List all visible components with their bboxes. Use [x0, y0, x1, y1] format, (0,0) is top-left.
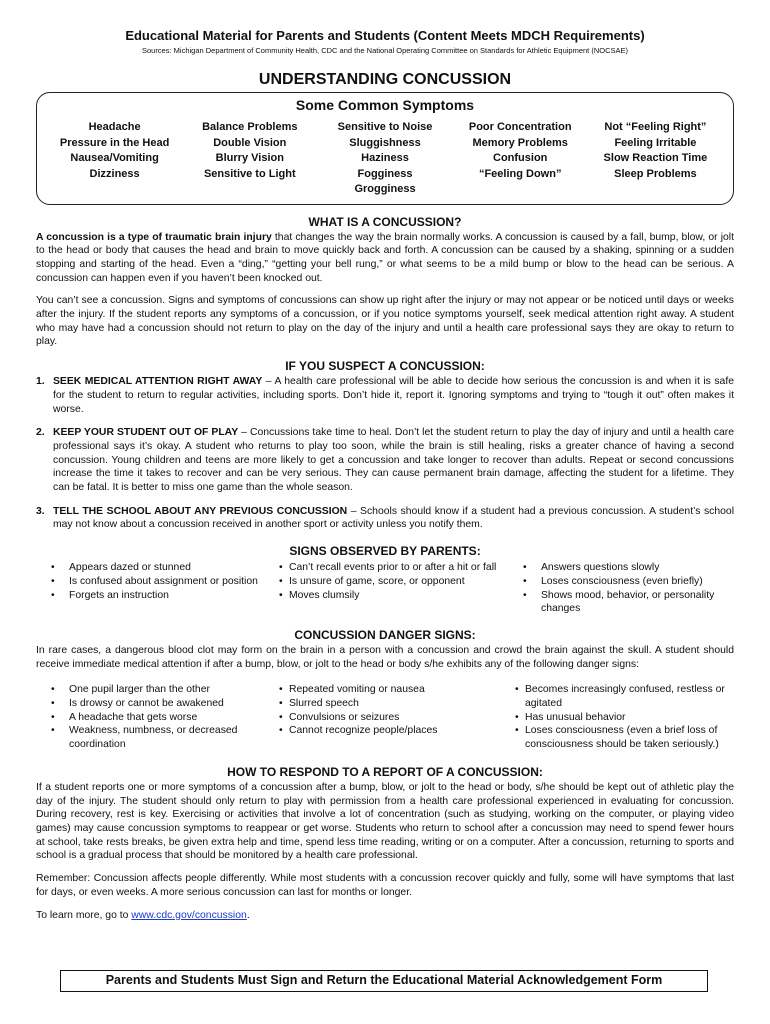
- item-number: 2.: [36, 427, 45, 439]
- what-is-paragraph-2: You can’t see a concussion. Signs and symptoms of concussions can show up right after the injury or may not appear or be noticed until days or weeks after the injury. If the student reports any symptoms of a concussion, or if you notice symptoms yourself, seek medical attention right away. A student who may have had a concussion should not return to play on the day of the injury and until a health care professional says they are okay to return to play.: [36, 295, 734, 348]
- symptom: Feeling Irritable: [614, 136, 697, 149]
- symptoms-column: [588, 120, 723, 198]
- respond-paragraph-1: If a student reports one or more symptoms of a concussion after a bump, blow, or jolt to the head or body, s/he should be kept out of athletic play the day of the injury. The student should only return to play with permission from a health care professional experienced in evaluating for concussion. During recovery, rest is key. Exercising or activities that involve a lot of concentration (such as studying, working on the computer, or playing video games) may cause concussion symptoms to reappear or get worse. Students who return to school after a concussion may need to spend fewer hours at school, take rests breaks, be given extra help and time, spend less time reading, writing or on a computer. After a concussion, returning to sports and school is a gradual process that should be monitored by a health care professional.: [36, 781, 734, 862]
- danger-column: [36, 683, 272, 752]
- symptom: Balance Problems: [202, 121, 298, 133]
- suspect-heading: IF YOU SUSPECT A CONCUSSION:: [285, 359, 485, 374]
- symptom: Poor Concentration: [468, 121, 572, 133]
- suspect-item: [36, 426, 734, 495]
- sign-item: • Is unsure of game, score, or opponent: [272, 575, 498, 589]
- symptom: Memory Problems: [472, 136, 568, 149]
- danger-item: • One pupil larger than the other: [36, 683, 262, 697]
- symptom: Pressure in the Head: [59, 136, 170, 149]
- learn-more-prefix: To learn more, go to: [36, 909, 132, 921]
- item-text: – Schools should know if a student had a previous concussion. A student’s school may not know about a concussion received in another sport or activity unless you notify them.: [53, 505, 734, 531]
- symptom: Sensitive to Light: [203, 167, 296, 180]
- danger-list: [508, 683, 734, 752]
- what-is-body: that changes the way the brain normally works. A concussion is caused by a fall, bump, blow, or jolt to the head or body that causes the head and brain to move quickly back and forth. A concussion can be caused by a shaking, spinning or a sudden stopping and starting of the head. Even a “ding,” “getting your bell rung,” or what seems to be a mild bump or blow to the head can be serious. A concussion can happen even if you haven’t been knocked out.: [36, 231, 734, 284]
- respond-paragraph-2: Remember: Concussion affects people differently. While most students with a concussion recover quickly and fully, some will have symptoms that last for days, or even weeks. A more serious concussion can last for months or longer.: [36, 873, 734, 898]
- signs-list: [508, 561, 734, 616]
- symptom: “Feeling Down”: [478, 167, 562, 180]
- item-number: 1.: [36, 376, 45, 388]
- symptom: Fogginess: [357, 167, 413, 180]
- item-text: – Concussions take time to heal. Don’t let the student return to play the day of injury and until a health care professional says it’s okay. A student who returns to play too soon, while the brain is still healing, risks a greater chance of having a second concussion. Young children and teens are more likely to get a concussion and take longer to recover than adults. Repeat or second concussions increase the time it takes to recover and can be very serious. They can cause permanent brain damage, affecting the student for a lifetime. They can be fatal. It is better to miss one game than the whole season.: [53, 427, 734, 494]
- danger-item: • A headache that gets worse: [36, 711, 262, 725]
- sign-item: • Moves clumsily: [272, 589, 498, 603]
- symptoms-column: [47, 120, 182, 198]
- sign-item: • Answers questions slowly: [508, 561, 734, 575]
- what-is-lead: A concussion is a type of traumatic brain injury: [36, 231, 272, 243]
- danger-intro: In rare cases, a dangerous blood clot may form on the brain in a person with a concussion and crowd the brain against the skull. A student should receive immediate medical attention if after a bump, blow, or jolt to the head or body s/he exhibits any of the following danger signs:: [36, 644, 734, 670]
- danger-item: • Loses consciousness (even a brief loss of consciousness should be taken seriously.): [508, 724, 734, 751]
- suspect-list: [36, 375, 734, 532]
- danger-heading: CONCUSSION DANGER SIGNS:: [294, 627, 476, 642]
- danger-item: • Slurred speech: [272, 697, 498, 711]
- item-text: – A health care professional will be able to decide how serious the concussion is and when it is safe for the student to return to regular activities, including sports. Don’t hide it, report it. Ignoring symptoms and trying to “tough it out” often makes it worse.: [53, 376, 734, 415]
- cdc-concussion-link[interactable]: www.cdc.gov/concussion: [131, 909, 247, 921]
- main-title: UNDERSTANDING CONCUSSION: [258, 71, 512, 88]
- danger-columns: [36, 683, 734, 752]
- symptom: Haziness: [361, 152, 409, 164]
- signs-column: [36, 561, 272, 616]
- symptoms-title: Some Common Symptoms: [295, 97, 475, 113]
- symptoms-columns: [47, 120, 723, 198]
- item-lead: SEEK MEDICAL ATTENTION RIGHT AWAY: [53, 376, 263, 388]
- signs-column: [508, 561, 734, 616]
- signs-list: [272, 561, 498, 602]
- what-is-paragraph-1: [36, 231, 734, 286]
- symptoms-box: [36, 92, 734, 205]
- symptom: Sleep Problems: [614, 167, 697, 180]
- signs-column: [272, 561, 508, 616]
- danger-column: [508, 683, 734, 752]
- acknowledgement-banner: Parents and Students Must Sign and Return the Educational Material Acknowledgement Form: [60, 970, 708, 992]
- signs-columns: [36, 561, 734, 616]
- item-lead: TELL THE SCHOOL ABOUT ANY PREVIOUS CONCUSSION: [53, 505, 348, 517]
- danger-column: [272, 683, 508, 752]
- symptoms-column: [182, 120, 317, 198]
- symptom: Sluggishness: [349, 136, 421, 149]
- symptom: Sensitive to Noise: [337, 121, 433, 133]
- sign-item: • Loses consciousness (even briefly): [508, 575, 734, 589]
- learn-more-line: [36, 909, 734, 923]
- danger-list: [36, 683, 262, 752]
- document-header-title: Educational Material for Parents and Students (Content Meets MDCH Requirements): [125, 28, 645, 43]
- symptom: Dizziness: [89, 167, 140, 180]
- symptom: Blurry Vision: [215, 152, 284, 164]
- danger-item: • Repeated vomiting or nausea: [272, 683, 498, 697]
- symptom: Not “Feeling Right”: [604, 121, 707, 133]
- danger-item: • Is drowsy or cannot be awakened: [36, 697, 262, 711]
- sign-item: • Is confused about assignment or position: [36, 575, 262, 589]
- danger-list: [272, 683, 498, 738]
- item-number: 3.: [36, 505, 45, 517]
- learn-more-suffix: .: [246, 909, 250, 921]
- signs-list: [36, 561, 262, 602]
- signs-heading: SIGNS OBSERVED BY PARENTS:: [289, 544, 481, 559]
- sign-item: • Appears dazed or stunned: [36, 561, 262, 575]
- symptom: Grogginess: [354, 183, 416, 195]
- symptom: Double Vision: [213, 136, 287, 149]
- symptom: Slow Reaction Time: [603, 152, 708, 164]
- symptoms-column: [317, 120, 452, 198]
- sign-item: • Shows mood, behavior, or personality changes: [508, 589, 734, 616]
- symptoms-column: [453, 120, 588, 198]
- respond-heading: HOW TO RESPOND TO A REPORT OF A CONCUSSION:: [227, 764, 543, 779]
- danger-item: • Convulsions or seizures: [272, 711, 498, 725]
- sources-line: Sources: Michigan Department of Community Health, CDC and the National Operating Committee on Standards for Athletic Equipment (NOCSAE): [141, 46, 629, 55]
- symptom: Confusion: [493, 152, 548, 164]
- danger-item: • Becomes increasingly confused, restless or agitated: [508, 683, 734, 710]
- suspect-item: [36, 505, 734, 532]
- danger-item: • Weakness, numbness, or decreased coordination: [36, 724, 262, 751]
- symptom: Nausea/Vomiting: [70, 152, 159, 164]
- danger-item: • Has unusual behavior: [508, 711, 734, 725]
- suspect-item: [36, 375, 734, 416]
- sign-item: • Can’t recall events prior to or after a hit or fall: [272, 561, 498, 575]
- what-is-heading: WHAT IS A CONCUSSION?: [308, 214, 462, 229]
- danger-item: • Cannot recognize people/places: [272, 724, 498, 738]
- symptom: Headache: [88, 121, 141, 133]
- sign-item: • Forgets an instruction: [36, 589, 262, 603]
- item-lead: KEEP YOUR STUDENT OUT OF PLAY: [53, 427, 239, 439]
